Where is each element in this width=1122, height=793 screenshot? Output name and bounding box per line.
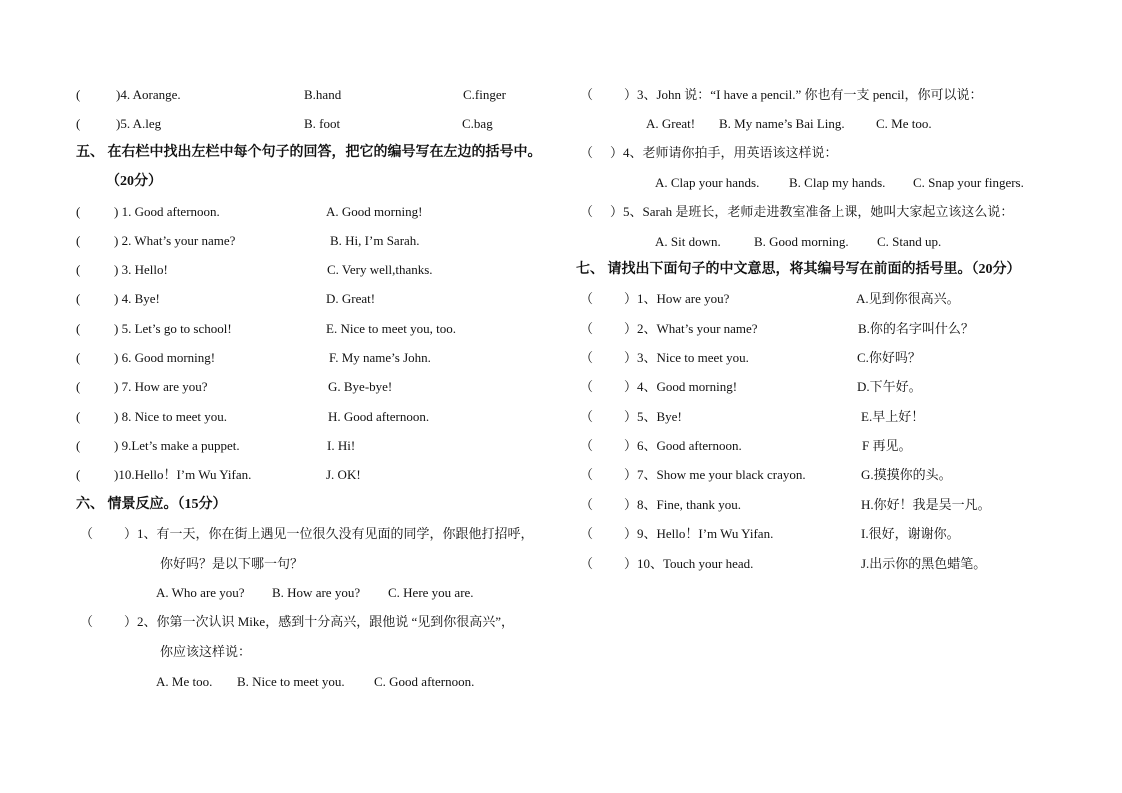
match-answer: A.见到你很高兴。 [856,291,960,306]
answer-paren: （ [580,204,594,219]
option-a: A. Great! [646,116,696,131]
match-question: ) 5. Let’s go to school! [114,321,232,336]
match-answer: F 再见。 [862,438,912,453]
match-question: ）9、Hello！I’m Wu Yifan. [624,526,774,541]
option-b: B. My name’s Bai Ling. [719,116,845,131]
answer-paren: （ [580,87,594,102]
match-answer: A. Good morning! [326,204,423,219]
scenario-text: ）2、你第一次认识 Mike，感到十分高兴，跟他说 “见到你很高兴”， [124,614,514,629]
section-5-score: （20分） [106,174,162,189]
match-answer: I. Hi! [327,438,356,453]
option-c: C. Stand up. [877,234,942,249]
match-question: ) 6. Good morning! [114,350,216,365]
match-answer: D. Great! [326,291,376,306]
match-answer: F. My name’s John. [329,350,431,365]
answer-paren: ( [76,467,81,482]
option-b: B. Nice to meet you. [237,674,345,689]
match-question: ) 4. Bye! [114,291,160,306]
scenario-text: ）5、Sarah 是班长，老师走进教室准备上课，她叫大家起立该这么说： [610,204,1014,219]
option-a: A. Sit down. [655,234,721,249]
section-6-title: 六、 情景反应。（15分） [76,497,227,512]
match-answer: J. OK! [326,467,361,482]
option-a: A. Who are you? [156,585,245,600]
answer-paren: ( [76,350,81,365]
match-answer: D.下午好。 [857,379,922,394]
scenario-text-cont: 你应该这样说： [160,644,252,659]
option-b: B. How are you? [272,585,361,600]
section-7-title: 七、 请找出下面句子的中文意思，将其编号写在前面的括号里。（20分） [576,262,1021,277]
match-question: ) 7. How are you? [114,379,208,394]
answer-paren: （ [580,556,594,571]
match-answer: E. Nice to meet you, too. [326,321,456,336]
scenario-text: ）4、老师请你拍手，用英语该这样说： [610,145,838,160]
match-answer: J.出示你的黑色蜡笔。 [861,556,987,571]
option-b: B.hand [304,87,342,102]
option-c: C. Here you are. [388,585,474,600]
match-question: ) 2. What’s your name? [114,233,236,248]
match-answer: B. Hi, I’m Sarah. [330,233,420,248]
scenario-text: ）3、John 说：“I have a pencil.” 你也有一支 pencil，你可以说： [624,87,983,102]
answer-paren: （ [580,438,594,453]
answer-paren: （ [580,409,594,424]
match-question: ）3、Nice to meet you. [624,350,749,365]
match-answer: E.早上好！ [861,409,925,424]
option-b: B. Good morning. [754,234,849,249]
answer-paren: （ [580,291,594,306]
scenario-text: ）1、有一天，你在街上遇见一位很久没有见面的同学，你跟他打招呼， [124,526,534,541]
answer-paren: ( [76,409,81,424]
match-question: ) 8. Nice to meet you. [114,409,227,424]
answer-paren: ( [76,233,81,248]
answer-paren: ( [76,262,81,277]
answer-paren: （ [580,467,594,482]
option-c: C.finger [463,87,506,102]
answer-paren: （ [580,379,594,394]
question-text: )5. A.leg [116,116,162,131]
match-answer: B.你的名字叫什么？ [858,321,974,336]
match-answer: I.很好，谢谢你。 [861,526,960,541]
answer-paren: （ [580,497,594,512]
answer-paren: ( [76,291,81,306]
option-b: B. foot [304,116,341,131]
answer-paren: （ [580,350,594,365]
match-answer: C.你好吗？ [857,350,921,365]
match-answer: G.摸摸你的头。 [861,467,952,482]
match-question: ）8、Fine, thank you. [624,497,741,512]
option-c: C. Snap your fingers. [913,175,1024,190]
match-answer: C. Very well,thanks. [327,262,433,277]
match-question: ) 1. Good afternoon. [114,204,220,219]
match-question: ）4、Good morning! [624,379,738,394]
section-5-title: 五、 在右栏中找出左栏中每个句子的回答，把它的编号写在左边的括号中。 [76,145,542,160]
match-answer: H. Good afternoon. [328,409,430,424]
answer-paren: （ [580,321,594,336]
option-c: C. Me too. [876,116,932,131]
match-question: ) 9.Let’s make a puppet. [114,438,240,453]
match-question: ）5、Bye! [624,409,682,424]
question-text: )4. Aorange. [116,87,181,102]
option-a: A. Clap your hands. [655,175,760,190]
answer-paren: ( [76,379,81,394]
option-b: B. Clap my hands. [789,175,886,190]
match-question: ）10、Touch your head. [624,556,754,571]
match-question: ）1、How are you? [624,291,730,306]
answer-paren: （ [580,526,594,541]
answer-paren: ( [76,87,81,102]
answer-paren: ( [76,204,81,219]
match-question: ）2、What’s your name? [624,321,758,336]
answer-paren: （ [80,614,94,629]
match-question: ) 3. Hello! [114,262,168,277]
scenario-text-cont: 你好吗？是以下哪一句？ [160,556,304,571]
answer-paren: （ [80,526,94,541]
match-question: ）7、Show me your black crayon. [624,467,806,482]
option-c: C. Good afternoon. [374,674,475,689]
answer-paren: ( [76,116,81,131]
option-a: A. Me too. [156,674,213,689]
match-answer: H.你好！我是吴一凡。 [861,497,991,512]
match-question: )10.Hello！I’m Wu Yifan. [114,467,252,482]
option-c: C.bag [462,116,493,131]
answer-paren: （ [580,145,594,160]
match-answer: G. Bye-bye! [328,379,393,394]
match-question: ）6、Good afternoon. [624,438,742,453]
answer-paren: ( [76,321,81,336]
answer-paren: ( [76,438,81,453]
